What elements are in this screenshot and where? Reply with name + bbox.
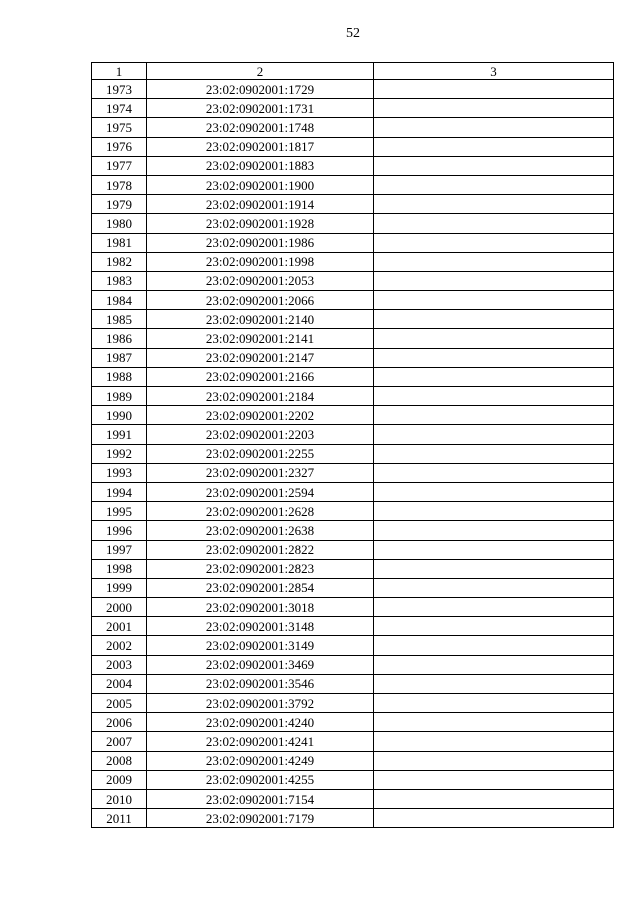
table-row	[92, 482, 614, 501]
cadastral-table	[91, 62, 614, 828]
table-row	[92, 137, 614, 156]
cadastral-number-cell: 23:02:0902001:1986	[147, 233, 374, 252]
cadastral-number-cell: 23:02:0902001:2255	[147, 444, 374, 463]
table-row	[92, 540, 614, 559]
table-row	[92, 751, 614, 770]
cadastral-number-cell: 23:02:0902001:1900	[147, 175, 374, 194]
table-row	[92, 789, 614, 808]
note-cell	[374, 636, 614, 655]
note-cell	[374, 674, 614, 693]
row-number-cell: 2010	[92, 789, 147, 808]
note-cell	[374, 617, 614, 636]
note-cell	[374, 214, 614, 233]
note-cell	[374, 770, 614, 789]
cadastral-number-cell: 23:02:0902001:2147	[147, 348, 374, 367]
cadastral-number-cell: 23:02:0902001:1914	[147, 195, 374, 214]
table-row	[92, 598, 614, 617]
row-number-cell: 1979	[92, 195, 147, 214]
cadastral-number-cell: 23:02:0902001:4240	[147, 713, 374, 732]
row-number-cell: 2001	[92, 617, 147, 636]
table-header	[92, 63, 614, 80]
row-number-cell: 2003	[92, 655, 147, 674]
cadastral-number-cell: 23:02:0902001:1883	[147, 156, 374, 175]
cadastral-number-cell: 23:02:0902001:2141	[147, 329, 374, 348]
row-number-cell: 1998	[92, 559, 147, 578]
cadastral-number-cell: 23:02:0902001:1731	[147, 99, 374, 118]
note-cell	[374, 406, 614, 425]
row-number-cell: 1986	[92, 329, 147, 348]
row-number-cell: 1973	[92, 80, 147, 99]
row-number-cell: 1989	[92, 387, 147, 406]
note-cell	[374, 348, 614, 367]
table-row	[92, 425, 614, 444]
row-number-cell: 1975	[92, 118, 147, 137]
note-cell	[374, 310, 614, 329]
row-number-cell: 1977	[92, 156, 147, 175]
table-row	[92, 770, 614, 789]
note-cell	[374, 598, 614, 617]
row-number-cell: 2000	[92, 598, 147, 617]
note-cell	[374, 137, 614, 156]
note-cell	[374, 444, 614, 463]
table-row	[92, 406, 614, 425]
table-row	[92, 118, 614, 137]
cadastral-number-cell: 23:02:0902001:2823	[147, 559, 374, 578]
table-row	[92, 271, 614, 290]
column-header-1: 1	[92, 63, 147, 80]
table-row	[92, 252, 614, 271]
row-number-cell: 1996	[92, 521, 147, 540]
note-cell	[374, 233, 614, 252]
page-number: 52	[346, 26, 360, 41]
table-row	[92, 713, 614, 732]
row-number-cell: 1994	[92, 482, 147, 501]
note-cell	[374, 175, 614, 194]
row-number-cell: 2008	[92, 751, 147, 770]
note-cell	[374, 387, 614, 406]
row-number-cell: 1984	[92, 291, 147, 310]
table-row	[92, 463, 614, 482]
cadastral-number-cell: 23:02:0902001:2822	[147, 540, 374, 559]
cadastral-number-cell: 23:02:0902001:2594	[147, 482, 374, 501]
header-row	[92, 63, 614, 80]
row-number-cell: 1993	[92, 463, 147, 482]
row-number-cell: 2007	[92, 732, 147, 751]
table-row	[92, 99, 614, 118]
note-cell	[374, 291, 614, 310]
note-cell	[374, 559, 614, 578]
note-cell	[374, 540, 614, 559]
table-row	[92, 444, 614, 463]
table-row	[92, 367, 614, 386]
row-number-cell: 1992	[92, 444, 147, 463]
cadastral-number-cell: 23:02:0902001:2203	[147, 425, 374, 444]
row-number-cell: 1981	[92, 233, 147, 252]
table-row	[92, 578, 614, 597]
cadastral-number-cell: 23:02:0902001:7179	[147, 809, 374, 828]
table-row	[92, 214, 614, 233]
table-row	[92, 175, 614, 194]
note-cell	[374, 195, 614, 214]
table-row	[92, 291, 614, 310]
cadastral-number-cell: 23:02:0902001:2184	[147, 387, 374, 406]
cadastral-number-cell: 23:02:0902001:2066	[147, 291, 374, 310]
cadastral-number-cell: 23:02:0902001:2628	[147, 502, 374, 521]
column-header-2: 2	[147, 63, 374, 80]
row-number-cell: 1997	[92, 540, 147, 559]
table-row	[92, 655, 614, 674]
cadastral-number-cell: 23:02:0902001:2638	[147, 521, 374, 540]
note-cell	[374, 156, 614, 175]
cadastral-number-cell: 23:02:0902001:1998	[147, 252, 374, 271]
note-cell	[374, 789, 614, 808]
row-number-cell: 2011	[92, 809, 147, 828]
row-number-cell: 1991	[92, 425, 147, 444]
note-cell	[374, 694, 614, 713]
table-row	[92, 502, 614, 521]
table-row	[92, 636, 614, 655]
note-cell	[374, 482, 614, 501]
cadastral-number-cell: 23:02:0902001:3469	[147, 655, 374, 674]
cadastral-number-cell: 23:02:0902001:1928	[147, 214, 374, 233]
row-number-cell: 1985	[92, 310, 147, 329]
table-row	[92, 732, 614, 751]
row-number-cell: 2004	[92, 674, 147, 693]
table-row	[92, 348, 614, 367]
row-number-cell: 1980	[92, 214, 147, 233]
cadastral-number-cell: 23:02:0902001:2166	[147, 367, 374, 386]
note-cell	[374, 655, 614, 674]
table-row	[92, 387, 614, 406]
row-number-cell: 1999	[92, 578, 147, 597]
cadastral-number-cell: 23:02:0902001:2053	[147, 271, 374, 290]
cadastral-number-cell: 23:02:0902001:4255	[147, 770, 374, 789]
cadastral-number-cell: 23:02:0902001:2140	[147, 310, 374, 329]
note-cell	[374, 271, 614, 290]
note-cell	[374, 99, 614, 118]
note-cell	[374, 329, 614, 348]
note-cell	[374, 809, 614, 828]
note-cell	[374, 578, 614, 597]
cadastral-number-cell: 23:02:0902001:4241	[147, 732, 374, 751]
note-cell	[374, 751, 614, 770]
row-number-cell: 1974	[92, 99, 147, 118]
cadastral-number-cell: 23:02:0902001:3546	[147, 674, 374, 693]
cadastral-number-cell: 23:02:0902001:3148	[147, 617, 374, 636]
row-number-cell: 2006	[92, 713, 147, 732]
note-cell	[374, 713, 614, 732]
cadastral-number-cell: 23:02:0902001:1748	[147, 118, 374, 137]
note-cell	[374, 80, 614, 99]
table-row	[92, 329, 614, 348]
table-row	[92, 156, 614, 175]
row-number-cell: 1995	[92, 502, 147, 521]
row-number-cell: 1976	[92, 137, 147, 156]
note-cell	[374, 732, 614, 751]
cadastral-number-cell: 23:02:0902001:7154	[147, 789, 374, 808]
table-row	[92, 233, 614, 252]
row-number-cell: 1982	[92, 252, 147, 271]
table-row	[92, 80, 614, 99]
cadastral-number-cell: 23:02:0902001:1817	[147, 137, 374, 156]
note-cell	[374, 502, 614, 521]
cadastral-number-cell: 23:02:0902001:2854	[147, 578, 374, 597]
table-row	[92, 195, 614, 214]
row-number-cell: 1990	[92, 406, 147, 425]
note-cell	[374, 425, 614, 444]
cadastral-number-cell: 23:02:0902001:2202	[147, 406, 374, 425]
row-number-cell: 2002	[92, 636, 147, 655]
table-row	[92, 674, 614, 693]
table-row	[92, 694, 614, 713]
table-row	[92, 310, 614, 329]
note-cell	[374, 463, 614, 482]
table-row	[92, 809, 614, 828]
column-header-3: 3	[374, 63, 614, 80]
row-number-cell: 1987	[92, 348, 147, 367]
table-row	[92, 617, 614, 636]
note-cell	[374, 521, 614, 540]
cadastral-number-cell: 23:02:0902001:2327	[147, 463, 374, 482]
cadastral-number-cell: 23:02:0902001:4249	[147, 751, 374, 770]
cadastral-number-cell: 23:02:0902001:1729	[147, 80, 374, 99]
table-row	[92, 559, 614, 578]
note-cell	[374, 118, 614, 137]
row-number-cell: 1978	[92, 175, 147, 194]
row-number-cell: 1983	[92, 271, 147, 290]
note-cell	[374, 252, 614, 271]
note-cell	[374, 367, 614, 386]
row-number-cell: 2009	[92, 770, 147, 789]
table-body	[92, 80, 614, 828]
row-number-cell: 2005	[92, 694, 147, 713]
cadastral-number-cell: 23:02:0902001:3792	[147, 694, 374, 713]
cadastral-number-cell: 23:02:0902001:3149	[147, 636, 374, 655]
row-number-cell: 1988	[92, 367, 147, 386]
cadastral-number-cell: 23:02:0902001:3018	[147, 598, 374, 617]
table-row	[92, 521, 614, 540]
